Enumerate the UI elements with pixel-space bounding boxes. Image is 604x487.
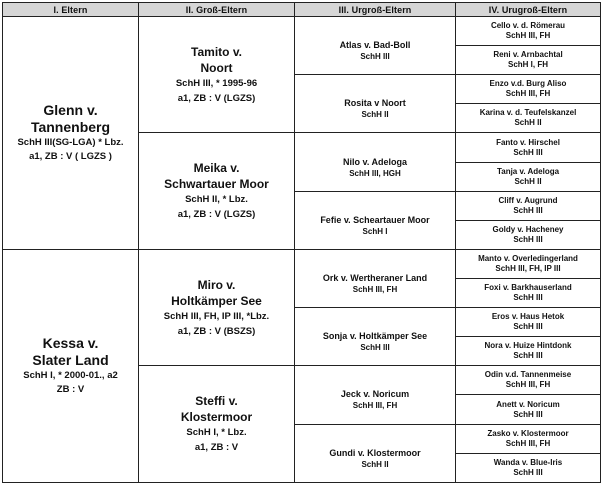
great-great-grandparent-name: Karina v. d. Teufelskanzel: [479, 108, 577, 118]
great-grandparent-name: Sonja v. Holtkämper See: [322, 331, 428, 342]
great-great-grandparent-name: Reni v. Arnbachtal: [493, 50, 563, 60]
grandparent-name-line: Holtkämper See: [171, 293, 262, 308]
great-grandparent-cell: [295, 249, 456, 307]
great-great-grandparent-cell: [456, 249, 601, 278]
grandparent-title-line: SchH I, * Lbz.: [186, 427, 247, 439]
great-great-grandparent-name: Cello v. d. Römerau: [490, 21, 566, 31]
great-grandparent-title: SchH III: [360, 52, 390, 62]
great-great-grandparent-cell: [456, 337, 601, 366]
great-great-grandparent-title: SchH III, FH: [505, 380, 551, 390]
great-great-grandparent-cell: [456, 46, 601, 75]
great-grandparent-cell: [295, 424, 456, 482]
grandparent-title-line: a1, ZB : V (BSZS): [177, 325, 256, 337]
great-great-grandparent-title: SchH III, FH, IP III: [495, 263, 561, 273]
parent-title-line: SchH I, * 2000-01., a2: [23, 369, 118, 381]
grandparent-title-line: a1, ZB : V: [194, 442, 239, 454]
parent-cell: [3, 17, 139, 250]
great-great-grandparent-title: SchH III: [513, 147, 543, 157]
great-great-grandparent-cell: [456, 191, 601, 220]
grandparent-name-line: Miro v.: [197, 277, 236, 292]
grandparent-title-line: a1, ZB : V (LGZS): [177, 92, 256, 104]
pedigree-row: [3, 17, 601, 46]
parent-name-line: Tannenberg: [30, 118, 111, 135]
great-grandparent-cell: [295, 191, 456, 249]
grandparent-title-line: a1, ZB : V (LGZS): [177, 209, 256, 221]
great-great-grandparent-cell: [456, 17, 601, 46]
grandparent-name-line: Meika v.: [193, 161, 240, 176]
header-row: [3, 3, 601, 17]
parent-title-line: ZB : V: [56, 383, 85, 395]
great-grandparent-cell: [295, 75, 456, 133]
great-great-grandparent-title: SchH II: [514, 118, 542, 128]
pedigree-table: [2, 2, 601, 483]
grandparent-name-line: Tamito v.: [191, 44, 242, 59]
great-great-grandparent-name: Enzo v.d. Burg Aliso: [489, 79, 567, 89]
great-great-grandparent-title: SchH III: [513, 234, 543, 244]
great-great-grandparent-title: SchH III: [513, 351, 543, 361]
grandparent-name-line: Klostermoor: [180, 410, 253, 425]
great-great-grandparent-cell: [456, 75, 601, 104]
great-great-grandparent-cell: [456, 453, 601, 482]
header-parents: I. Eltern: [3, 3, 139, 17]
great-grandparent-title: SchH III, FH: [352, 285, 398, 295]
great-great-grandparent-title: SchH III: [513, 205, 543, 215]
grandparent-name-line: Steffi v.: [195, 394, 238, 409]
great-great-grandparent-title: SchH III: [513, 467, 543, 477]
great-great-grandparent-name: Tanja v. Adeloga: [496, 166, 560, 176]
parent-title-line: a1, ZB : V ( LGZS ): [29, 150, 112, 162]
great-great-grandparent-cell: [456, 395, 601, 424]
great-great-grandparent-cell: [456, 220, 601, 249]
great-great-grandparent-title: SchH III: [513, 293, 543, 303]
great-grandparent-cell: [295, 308, 456, 366]
header-great-great-grandparents: IV. Urugroß-Eltern: [456, 3, 601, 17]
grandparent-name-line: Schwartauer Moor: [164, 177, 269, 192]
parent-name-line: Slater Land: [32, 351, 109, 368]
great-great-grandparent-cell: [456, 424, 601, 453]
great-grandparent-title: SchH I: [362, 226, 388, 236]
great-great-grandparent-title: SchH III, FH: [505, 31, 551, 41]
great-grandparent-title: SchH III, HGH: [349, 168, 401, 178]
grandparent-name-line: Noort: [200, 60, 233, 75]
great-great-grandparent-title: SchH III: [513, 409, 543, 419]
great-great-grandparent-cell: [456, 279, 601, 308]
great-great-grandparent-cell: [456, 162, 601, 191]
grandparent-cell: [139, 249, 295, 365]
great-great-grandparent-title: SchH II: [514, 176, 542, 186]
great-grandparent-title: SchH II: [361, 110, 389, 120]
great-great-grandparent-name: Goldy v. Hacheney: [492, 224, 564, 234]
grandparent-title-line: SchH II, * Lbz.: [185, 194, 248, 206]
header-great-grandparents: III. Urgroß-Eltern: [295, 3, 456, 17]
great-grandparent-cell: [295, 133, 456, 191]
great-grandparent-title: SchH III, FH: [352, 401, 398, 411]
grandparent-title-line: SchH III, * 1995-96: [175, 77, 258, 89]
grandparent-cell: [139, 133, 295, 249]
great-great-grandparent-name: Eros v. Haus Hetok: [491, 312, 565, 322]
parent-title-line: SchH III(SG-LGA) * Lbz.: [17, 136, 124, 148]
great-great-grandparent-name: Fanto v. Hirschel: [496, 137, 560, 147]
header-grandparents: II. Groß-Eltern: [139, 3, 295, 17]
great-grandparent-name: Ork v. Wertheraner Land: [322, 273, 428, 284]
great-great-grandparent-title: SchH I, FH: [507, 60, 548, 70]
great-grandparent-name: Jeck v. Noricum: [340, 389, 410, 400]
great-grandparent-name: Fefie v. Scheartauer Moor: [320, 214, 430, 225]
great-great-grandparent-name: Zasko v. Klostermoor: [487, 428, 569, 438]
grandparent-cell: [139, 17, 295, 133]
grandparent-title-line: SchH III, FH, IP III, *Lbz.: [163, 310, 270, 322]
great-grandparent-title: SchH III: [360, 343, 390, 353]
great-great-grandparent-name: Manto v. Overledingerland: [478, 253, 578, 263]
parent-name-line: Glenn v.: [43, 101, 98, 118]
great-grandparent-title: SchH II: [361, 459, 389, 469]
great-great-grandparent-name: Foxi v. Barkhauserland: [484, 283, 572, 293]
great-great-grandparent-name: Wanda v. Blue-Iris: [493, 457, 563, 467]
parent-cell: [3, 249, 139, 482]
great-great-grandparent-name: Anett v. Noricum: [496, 399, 560, 409]
great-great-grandparent-cell: [456, 308, 601, 337]
great-grandparent-name: Atlas v. Bad-Boll: [339, 40, 411, 51]
great-great-grandparent-cell: [456, 104, 601, 133]
parent-name-line: Kessa v.: [42, 334, 99, 351]
great-great-grandparent-cell: [456, 366, 601, 395]
great-great-grandparent-title: SchH III, FH: [505, 438, 551, 448]
great-grandparent-cell: [295, 366, 456, 424]
great-grandparent-name: Gundi v. Klostermoor: [329, 447, 421, 458]
grandparent-cell: [139, 366, 295, 483]
pedigree-row: [3, 249, 601, 278]
great-grandparent-name: Rosita v Noort: [344, 98, 406, 109]
great-grandparent-cell: [295, 17, 456, 75]
great-great-grandparent-name: Cliff v. Augrund: [498, 195, 558, 205]
great-great-grandparent-name: Nora v. Huize Hintdonk: [484, 341, 572, 351]
great-great-grandparent-cell: [456, 133, 601, 162]
great-great-grandparent-title: SchH III, FH: [505, 89, 551, 99]
great-grandparent-name: Nilo v. Adeloga: [342, 156, 407, 167]
great-great-grandparent-name: Odin v.d. Tannenmeise: [484, 370, 572, 380]
great-great-grandparent-title: SchH III: [513, 322, 543, 332]
